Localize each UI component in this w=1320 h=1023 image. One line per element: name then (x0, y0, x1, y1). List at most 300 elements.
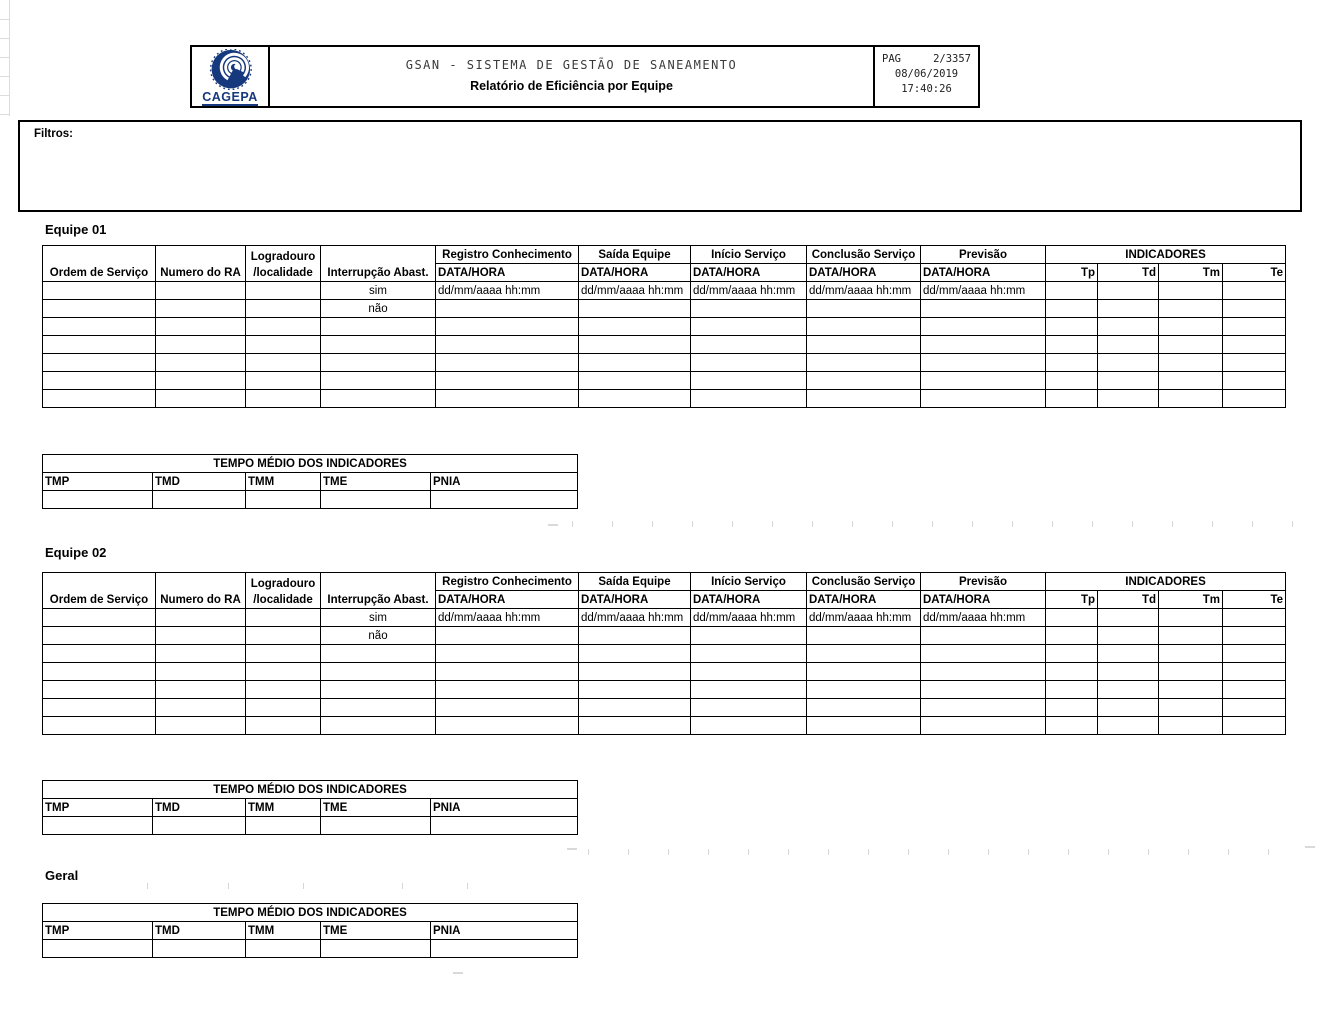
col-header-datetime-group: Previsão (921, 573, 1046, 591)
cell-indicador (1046, 282, 1098, 300)
cell-datetime (436, 318, 579, 336)
gridline-artifact (0, 38, 9, 39)
col-header-indicators: INDICADORES (1046, 573, 1286, 591)
cell-indicador (1046, 663, 1098, 681)
cell-indicador (1046, 336, 1098, 354)
cell-indicador (1223, 372, 1286, 390)
cell-indicador (1159, 681, 1223, 699)
col-header-datetime-group: Conclusão Serviço (807, 573, 921, 591)
cell-datetime (921, 372, 1046, 390)
cell-indicador (1223, 354, 1286, 372)
cell-datetime (579, 717, 691, 735)
cell-indicador (1159, 354, 1223, 372)
tempo-medio-value (321, 491, 431, 509)
cell-indicador (1159, 390, 1223, 408)
gridline-artifact (0, 57, 9, 58)
cell-datetime (579, 390, 691, 408)
cell-interrupcao: sim (321, 282, 436, 300)
table-row (43, 645, 1286, 663)
gridline-tick (652, 521, 653, 527)
cell-datetime (579, 645, 691, 663)
gridline-tick (1228, 849, 1229, 855)
cell-numero-ra (156, 282, 246, 300)
cell-datetime: dd/mm/aaaa hh:mm (691, 282, 807, 300)
cell-datetime: dd/mm/aaaa hh:mm (579, 282, 691, 300)
tempo-medio-value (153, 817, 246, 835)
cell-interrupcao (321, 372, 436, 390)
table-row (43, 318, 1286, 336)
cell-indicador (1223, 663, 1286, 681)
cell-numero-ra (156, 609, 246, 627)
cell-datetime (691, 354, 807, 372)
gridline-tick (1188, 849, 1189, 855)
cell-indicador (1098, 717, 1159, 735)
gridline-tick (1052, 521, 1053, 527)
table-row (43, 663, 1286, 681)
col-subheader-data-hora: DATA/HORA (436, 591, 579, 609)
col-subheader-data-hora: DATA/HORA (921, 591, 1046, 609)
cell-datetime: dd/mm/aaaa hh:mm (579, 609, 691, 627)
page-info (873, 47, 978, 106)
gridline-tick (1268, 849, 1269, 855)
tempo-medio-col-header: PNIA (431, 922, 578, 940)
filters-box (18, 120, 1302, 212)
cell-datetime (579, 318, 691, 336)
tempo-medio-col-header: TME (321, 473, 431, 491)
cell-interrupcao (321, 318, 436, 336)
cell-indicador (1159, 717, 1223, 735)
table-row (43, 627, 1286, 645)
cell-datetime (807, 681, 921, 699)
tempo-medio-col-header: TMD (153, 799, 246, 817)
cell-indicador (1098, 681, 1159, 699)
tempo-medio-value (153, 491, 246, 509)
table-row (43, 282, 1286, 300)
cell-numero-ra (156, 681, 246, 699)
cell-logradouro (246, 372, 321, 390)
cell-datetime (436, 372, 579, 390)
cell-indicador (1159, 699, 1223, 717)
col-subheader-data-hora: DATA/HORA (921, 264, 1046, 282)
tempo-medio-value (43, 940, 153, 958)
cell-datetime (807, 663, 921, 681)
cell-datetime: dd/mm/aaaa hh:mm (921, 282, 1046, 300)
cell-interrupcao (321, 663, 436, 681)
gridline-tick (812, 521, 813, 527)
gridline-tick (988, 849, 989, 855)
gridline-artifact (0, 114, 9, 115)
cell-numero-ra (156, 390, 246, 408)
gridline-tick (972, 521, 973, 527)
col-header-datetime-group: Início Serviço (691, 246, 807, 264)
cell-datetime (921, 336, 1046, 354)
tempo-medio-table (42, 454, 578, 509)
col-header-static: Ordem de Serviço (43, 246, 156, 282)
cell-ordem-servico (43, 354, 156, 372)
cell-ordem-servico (43, 699, 156, 717)
col-header-static: Ordem de Serviço (43, 573, 156, 609)
table-row (43, 491, 578, 509)
cell-datetime (807, 699, 921, 717)
cell-logradouro (246, 681, 321, 699)
tempo-medio-col-header: TMD (153, 922, 246, 940)
cell-logradouro (246, 282, 321, 300)
cell-indicador (1159, 372, 1223, 390)
tempo-medio-value (246, 817, 321, 835)
tempo-medio-col-header: TMP (43, 922, 153, 940)
cell-datetime (579, 372, 691, 390)
service-orders-table (42, 572, 1286, 735)
gridline-tick (1092, 521, 1093, 527)
gridline-artifact (0, 19, 9, 20)
cell-ordem-servico (43, 336, 156, 354)
gridline-tick (668, 849, 669, 855)
cell-indicador (1159, 645, 1223, 663)
report-date: 08/06/2019 (894, 68, 959, 80)
cell-indicador (1098, 609, 1159, 627)
gridline-tick (628, 849, 629, 855)
gridline-tick (1132, 521, 1133, 527)
cell-datetime (807, 627, 921, 645)
cell-indicador (1046, 354, 1098, 372)
tempo-medio-title: TEMPO MÉDIO DOS INDICADORES (43, 455, 578, 473)
cell-indicador (1159, 282, 1223, 300)
gridline-tick (1028, 849, 1029, 855)
cell-datetime (921, 717, 1046, 735)
tempo-medio-value (431, 817, 578, 835)
cell-datetime (807, 354, 921, 372)
tempo-medio-col-header: TMD (153, 473, 246, 491)
gridline-tick (1012, 521, 1013, 527)
cell-indicador (1046, 717, 1098, 735)
cell-interrupcao: não (321, 300, 436, 318)
cell-indicador (1159, 300, 1223, 318)
cell-logradouro (246, 390, 321, 408)
gridline-tick (1148, 849, 1149, 855)
col-header-static: Logradouro /localidade (246, 246, 321, 282)
col-subheader-data-hora: DATA/HORA (807, 591, 921, 609)
cell-indicador (1046, 372, 1098, 390)
gridline-tick (852, 521, 853, 527)
gridline-tick (1292, 521, 1293, 527)
cell-indicador (1159, 609, 1223, 627)
cell-datetime (579, 300, 691, 318)
filters-label: Filtros: (34, 128, 73, 140)
cell-interrupcao (321, 645, 436, 663)
cell-datetime (436, 300, 579, 318)
cell-ordem-servico (43, 609, 156, 627)
col-subheader-data-hora: DATA/HORA (691, 591, 807, 609)
col-subheader-data-hora: DATA/HORA (436, 264, 579, 282)
gridline-tick (692, 521, 693, 527)
tempo-medio-value (246, 940, 321, 958)
cell-ordem-servico (43, 645, 156, 663)
col-subheader-data-hora: DATA/HORA (807, 264, 921, 282)
gridline-tick (908, 849, 909, 855)
gridline-tick (772, 521, 773, 527)
tempo-medio-col-header: TMP (43, 799, 153, 817)
cell-logradouro (246, 354, 321, 372)
section-heading-equipe-02: Equipe 02 (45, 545, 107, 560)
gridline-tick (708, 849, 709, 855)
cell-datetime (436, 627, 579, 645)
cell-logradouro (246, 699, 321, 717)
cell-interrupcao (321, 354, 436, 372)
cell-datetime (921, 318, 1046, 336)
cell-indicador (1098, 354, 1159, 372)
cell-numero-ra (156, 318, 246, 336)
cell-logradouro (246, 300, 321, 318)
cell-interrupcao (321, 699, 436, 717)
cell-datetime (921, 300, 1046, 318)
cell-indicador (1223, 645, 1286, 663)
cell-interrupcao (321, 336, 436, 354)
col-subheader-data-hora: DATA/HORA (579, 264, 691, 282)
cell-ordem-servico (43, 390, 156, 408)
gridline-tick (1172, 521, 1173, 527)
cell-datetime (436, 336, 579, 354)
report-header (190, 45, 980, 108)
cell-datetime (436, 645, 579, 663)
gridline-tick (1252, 521, 1253, 527)
cell-datetime (579, 627, 691, 645)
cell-datetime (436, 354, 579, 372)
gridline-tick (612, 521, 613, 527)
cell-ordem-servico (43, 717, 156, 735)
cell-logradouro (246, 627, 321, 645)
gridline-dash (453, 972, 463, 974)
cell-numero-ra (156, 372, 246, 390)
table-row (43, 940, 578, 958)
gridline-tick (1068, 849, 1069, 855)
col-header-datetime-group: Registro Conhecimento (436, 246, 579, 264)
cell-datetime (436, 663, 579, 681)
cell-indicador (1046, 300, 1098, 318)
cell-numero-ra (156, 663, 246, 681)
gridline-tick (788, 849, 789, 855)
table-row (43, 300, 1286, 318)
col-header-indicators: INDICADORES (1046, 246, 1286, 264)
cell-indicador (1046, 627, 1098, 645)
col-header-indicator: Tp (1046, 264, 1098, 282)
tempo-medio-value (321, 940, 431, 958)
cell-interrupcao (321, 681, 436, 699)
cell-datetime (579, 681, 691, 699)
service-orders-table (42, 245, 1286, 408)
gridline-tick (748, 849, 749, 855)
cell-indicador (1046, 318, 1098, 336)
tempo-medio-title: TEMPO MÉDIO DOS INDICADORES (43, 781, 578, 799)
page-label: PAG (882, 53, 901, 65)
cell-datetime: dd/mm/aaaa hh:mm (921, 609, 1046, 627)
cell-datetime: dd/mm/aaaa hh:mm (807, 282, 921, 300)
cell-indicador (1223, 609, 1286, 627)
gridline-tick (1212, 521, 1213, 527)
tempo-medio-col-header: TMP (43, 473, 153, 491)
gridline-tick (948, 849, 949, 855)
cell-datetime (691, 372, 807, 390)
gridline-tick (868, 849, 869, 855)
table-row (43, 354, 1286, 372)
table-row (43, 336, 1286, 354)
cell-datetime (921, 354, 1046, 372)
cell-ordem-servico (43, 627, 156, 645)
table-row (43, 609, 1286, 627)
cell-numero-ra (156, 354, 246, 372)
system-title: GSAN - SISTEMA DE GESTÃO DE SANEAMENTO (405, 58, 738, 72)
cell-logradouro (246, 663, 321, 681)
cell-datetime (691, 645, 807, 663)
tempo-medio-col-header: TMM (246, 473, 321, 491)
cell-datetime (691, 663, 807, 681)
gridline-tick (588, 849, 589, 855)
cell-datetime (921, 663, 1046, 681)
cell-indicador (1223, 717, 1286, 735)
tempo-medio-value (43, 491, 153, 509)
cell-indicador (1223, 627, 1286, 645)
gridline-artifact (0, 76, 9, 77)
cell-indicador (1098, 336, 1159, 354)
col-header-datetime-group: Início Serviço (691, 573, 807, 591)
cell-datetime (691, 336, 807, 354)
col-header-indicator: Td (1098, 264, 1159, 282)
cell-datetime (921, 699, 1046, 717)
col-header-indicator: Tm (1159, 591, 1223, 609)
cell-datetime (436, 699, 579, 717)
tempo-medio-col-header: TMM (246, 799, 321, 817)
gridline-tick (402, 883, 403, 889)
cell-datetime (691, 627, 807, 645)
cell-numero-ra (156, 645, 246, 663)
section-heading-geral: Geral (45, 868, 79, 883)
cell-numero-ra (156, 627, 246, 645)
table-row (43, 681, 1286, 699)
cell-datetime (807, 300, 921, 318)
cell-datetime (579, 663, 691, 681)
cell-ordem-servico (43, 681, 156, 699)
cell-datetime (921, 627, 1046, 645)
cell-indicador (1098, 699, 1159, 717)
page-number: 2/3357 (933, 53, 971, 65)
cell-indicador (1098, 645, 1159, 663)
gridline-dash (567, 848, 577, 850)
cell-interrupcao (321, 390, 436, 408)
tempo-medio-value (43, 817, 153, 835)
cell-datetime (691, 318, 807, 336)
tempo-medio-col-header: TME (321, 922, 431, 940)
cell-numero-ra (156, 699, 246, 717)
gridline-artifact (9, 0, 10, 116)
gridline-tick (303, 883, 304, 889)
col-subheader-data-hora: DATA/HORA (579, 591, 691, 609)
cell-indicador (1159, 663, 1223, 681)
tempo-medio-col-header: PNIA (431, 473, 578, 491)
cell-indicador (1223, 681, 1286, 699)
cell-indicador (1159, 318, 1223, 336)
cell-ordem-servico (43, 663, 156, 681)
gridline-dash (1305, 846, 1315, 848)
tempo-medio-col-header: TME (321, 799, 431, 817)
tempo-medio-col-header: TMM (246, 922, 321, 940)
cell-logradouro (246, 609, 321, 627)
cell-indicador (1223, 336, 1286, 354)
tempo-medio-table (42, 903, 578, 958)
cell-datetime (807, 717, 921, 735)
cell-numero-ra (156, 336, 246, 354)
cell-indicador (1223, 390, 1286, 408)
cell-logradouro (246, 717, 321, 735)
cell-indicador (1046, 699, 1098, 717)
table-row (43, 717, 1286, 735)
cell-datetime (436, 390, 579, 408)
cell-indicador (1159, 627, 1223, 645)
col-header-static: Interrupção Abast. (321, 246, 436, 282)
tempo-medio-table (42, 780, 578, 835)
col-header-datetime-group: Previsão (921, 246, 1046, 264)
col-header-static: Interrupção Abast. (321, 573, 436, 609)
tempo-medio-value (431, 491, 578, 509)
col-header-indicator: Td (1098, 591, 1159, 609)
col-header-indicator: Te (1223, 264, 1286, 282)
cell-datetime (807, 372, 921, 390)
cell-indicador (1098, 300, 1159, 318)
brand-name: CAGEPA (202, 90, 258, 104)
cell-indicador (1098, 663, 1159, 681)
cell-datetime (807, 390, 921, 408)
cell-ordem-servico (43, 372, 156, 390)
gridline-tick (228, 883, 229, 889)
gridline-dash (548, 524, 558, 526)
cell-indicador (1098, 282, 1159, 300)
cell-indicador (1098, 627, 1159, 645)
cell-interrupcao (321, 717, 436, 735)
cell-logradouro (246, 645, 321, 663)
cagepa-logo-icon (201, 49, 259, 91)
col-header-static: Logradouro /localidade (246, 573, 321, 609)
gridline-tick (1108, 849, 1109, 855)
cell-datetime (579, 699, 691, 717)
col-header-static: Numero do RA (156, 573, 246, 609)
cell-indicador (1223, 699, 1286, 717)
table-row (43, 372, 1286, 390)
cell-interrupcao: sim (321, 609, 436, 627)
cell-indicador (1098, 372, 1159, 390)
table-row (43, 390, 1286, 408)
cell-datetime: dd/mm/aaaa hh:mm (436, 282, 579, 300)
cell-datetime (807, 336, 921, 354)
gridline-tick (572, 521, 573, 527)
cell-interrupcao: não (321, 627, 436, 645)
cell-datetime (691, 717, 807, 735)
table-row (43, 699, 1286, 717)
cell-ordem-servico (43, 282, 156, 300)
gridline-tick (828, 849, 829, 855)
cell-datetime (921, 645, 1046, 663)
tempo-medio-title: TEMPO MÉDIO DOS INDICADORES (43, 904, 578, 922)
cell-indicador (1098, 318, 1159, 336)
cell-datetime (921, 390, 1046, 408)
cell-datetime (579, 354, 691, 372)
report-title: Relatório de Eficiência por Equipe (470, 79, 673, 93)
cell-datetime (436, 717, 579, 735)
section-heading-equipe-01: Equipe 01 (45, 222, 107, 237)
col-subheader-data-hora: DATA/HORA (691, 264, 807, 282)
report-time: 17:40:26 (901, 83, 952, 95)
tempo-medio-value (321, 817, 431, 835)
cell-datetime (579, 336, 691, 354)
col-header-datetime-group: Registro Conhecimento (436, 573, 579, 591)
col-header-indicator: Tm (1159, 264, 1223, 282)
